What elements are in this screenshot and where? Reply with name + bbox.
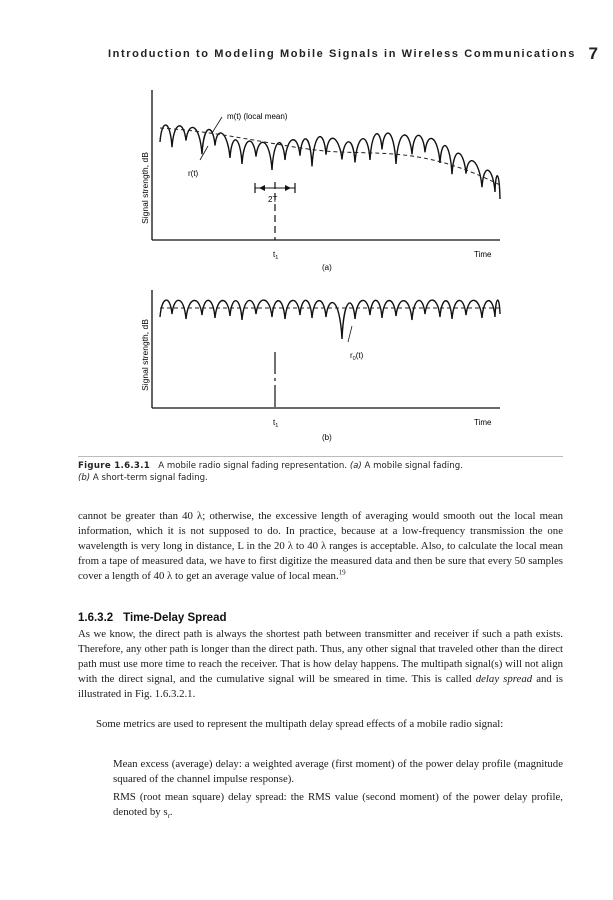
definitions-list bbox=[113, 757, 563, 827]
panel-a-signal-r bbox=[160, 125, 500, 199]
panel-a-local-mean bbox=[160, 128, 500, 185]
caption-part-b-text: A short-term signal fading. bbox=[92, 473, 208, 483]
caption-rule bbox=[78, 456, 563, 457]
paragraph-local-mean bbox=[78, 509, 563, 584]
definition-item: RMS (root mean square) delay spread: the RMS value (second moment) of the power delay profile, denoted by $s_r$. bbox=[113, 791, 563, 821]
panel-a bbox=[140, 90, 500, 272]
panel-b-ylabel: Signal strength, dB bbox=[140, 319, 150, 391]
caption-part-a: (a) bbox=[349, 461, 362, 471]
paragraph2-after: and is illustrated in Fig. 1.6.3.2.1. bbox=[78, 673, 564, 700]
window-label: 2T bbox=[268, 195, 278, 204]
caption-line1: A mobile radio signal fading representation. bbox=[158, 461, 348, 471]
paragraph2-italic: delay spread bbox=[475, 673, 533, 685]
caption-part-b: (b) bbox=[78, 473, 91, 483]
paragraph-delay bbox=[78, 627, 563, 702]
panel-b-caption-label: (b) bbox=[322, 433, 332, 442]
caption-label: Figure 1.6.3.1 bbox=[78, 461, 151, 471]
page-number: 7 bbox=[588, 44, 598, 63]
definition-item: Mean excess (average) delay: a weighted average (first moment) of the power delay profile (magnitude squared of the channel impulse response). bbox=[113, 758, 563, 785]
panel-b-t1-label: $t_1$ bbox=[273, 418, 279, 429]
running-title: Introduction to Modeling Mobile Signals in Wireless Communications bbox=[108, 48, 576, 60]
caption-part-a-text: A mobile signal fading. bbox=[364, 461, 463, 471]
paragraph-metrics bbox=[78, 717, 563, 732]
panel-a-xlabel: Time bbox=[474, 250, 492, 259]
paragraph1-text: cannot be greater than 40 λ; otherwise, the excessive length of averaging would smooth out the local mean information, which it is not supposed to do. In practice, because at a low-frequency transmission the one wavelength is very long in distance, L in the 20 λ to 40 λ ranges is acceptable. Also, to calculate the local mean from a tape of measured data, we have to first digitize the measured data and then be sure that every 50 samples cover a length of 40 λ to get an average value of local mean. bbox=[78, 510, 563, 582]
panel-a-ylabel: Signal strength, dB bbox=[140, 152, 150, 224]
paragraph3-text: Some metrics are used to represent the multipath delay spread effects of a mobile radio signal: bbox=[96, 718, 504, 730]
local-mean-label: m(t) (local mean) bbox=[227, 112, 288, 121]
section-heading bbox=[78, 612, 237, 624]
panel-a-signal-label: r(t) bbox=[188, 169, 199, 178]
panel-a-caption-label: (a) bbox=[322, 263, 332, 272]
panel-a-t1-label: $t_1$ bbox=[273, 250, 279, 261]
paragraph2-text: As we know, the direct path is always the shortest path between transmitter and receiver if such a path exists. Therefore, any other path is longer than the direct path. Thus, any other signal that traveled other than the direct path must use more time to reach the receiver. That is how delay happens. The multipath signal(s) will not align with the direct signal, and the cumulative signal will be smeared in time. This is called bbox=[78, 628, 563, 685]
panel-b bbox=[140, 290, 500, 442]
citation-19: 19 bbox=[338, 568, 346, 577]
section-title: Time-Delay Spread bbox=[123, 612, 227, 624]
section-number: 1.6.3.2 bbox=[78, 612, 114, 624]
local-mean-pointer bbox=[212, 117, 222, 133]
panel-b-signal-r0 bbox=[160, 300, 500, 339]
panel-b-signal-label: $r_0(t)$ bbox=[350, 351, 364, 362]
figure-caption bbox=[78, 460, 568, 484]
r0-pointer bbox=[348, 326, 352, 342]
panel-b-xlabel: Time bbox=[474, 418, 492, 427]
